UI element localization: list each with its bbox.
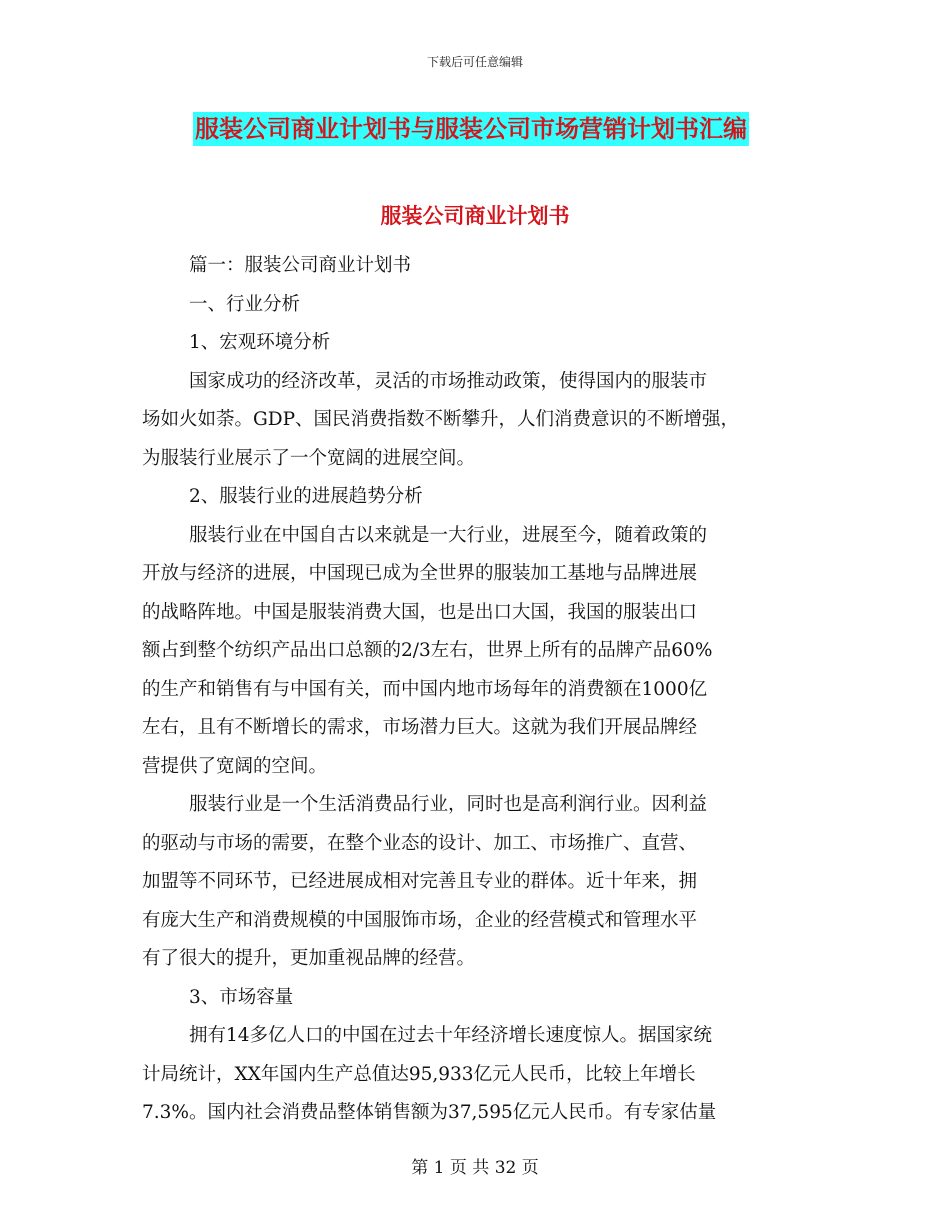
page-footer: 第 1 页 共 32 页 <box>411 1158 539 1178</box>
heading-macro-environment: 1、宏观环境分析 <box>189 332 331 353</box>
paragraph-line: 国家成功的经济改革，灵活的市场推动政策，使得国内的服装市 <box>189 370 708 392</box>
paragraph-line: 的驱动与市场的需要，在整个业态的设计、加工、市场推广、直营、 <box>142 832 698 854</box>
heading-part-one: 篇一：服装公司商业计划书 <box>189 255 412 276</box>
heading-industry-analysis: 一、行业分析 <box>189 293 301 315</box>
paragraph-line: 服装行业在中国自古以来就是一大行业，进展至今，随着政策的 <box>189 524 708 546</box>
paragraph-line: 有了很大的提升，更加重视品牌的经营。 <box>142 948 476 969</box>
paragraph-line: 场如火如荼。GDP、国民消费指数不断攀升，人们消费意识的不断增强， <box>142 409 740 430</box>
paragraph-line: 的战略阵地。中国是服装消费大国，也是出口大国，我国的服装出口 <box>142 601 698 623</box>
section-title: 服装公司商业计划书 <box>380 204 570 228</box>
paragraph-line: 7.3%。国内社会消费品整体销售额为37,595亿元人民币。有专家估量 <box>142 1102 717 1123</box>
paragraph-line: 计局统计，XX年国内生产总值达95,933亿元人民币，比较上年增长 <box>142 1063 696 1085</box>
paragraph-line: 为服装行业展示了一个宽阔的进展空间。 <box>142 447 476 469</box>
paragraph-line: 有庞大生产和消费规模的中国服饰市场，企业的经营模式和管理水平 <box>142 909 698 931</box>
header-note: 下载后可任意编辑 <box>426 55 523 69</box>
heading-market-capacity: 3、市场容量 <box>189 986 294 1008</box>
document-title: 服装公司商业计划书与服装公司市场营销计划书汇编 <box>193 112 749 146</box>
paragraph-line: 的生产和销售有与中国有关，而中国内地市场每年的消费额在1000亿 <box>142 678 708 700</box>
heading-trend-analysis: 2、服装行业的进展趋势分析 <box>189 486 423 507</box>
paragraph-line: 开放与经济的进展，中国现已成为全世界的服装加工基地与品牌进展 <box>142 563 698 584</box>
paragraph-line: 营提供了宽阔的空间。 <box>142 755 328 777</box>
paragraph-line: 拥有14多亿人口的中国在过去十年经济增长速度惊人。据国家统 <box>189 1025 713 1046</box>
paragraph-line: 左右，且有不断增长的需求，市场潜力巨大。这就为我们开展品牌经 <box>142 717 698 738</box>
paragraph-line: 额占到整个纺织产品出口总额的2/3左右，世界上所有的品牌产品60% <box>142 640 713 661</box>
paragraph-line: 服装行业是一个生活消费品行业，同时也是高利润行业。因利益 <box>189 794 708 815</box>
paragraph-line: 加盟等不同环节，已经进展成相对完善且专业的群体。近十年来，拥 <box>142 871 698 892</box>
body-text <box>142 247 814 1133</box>
